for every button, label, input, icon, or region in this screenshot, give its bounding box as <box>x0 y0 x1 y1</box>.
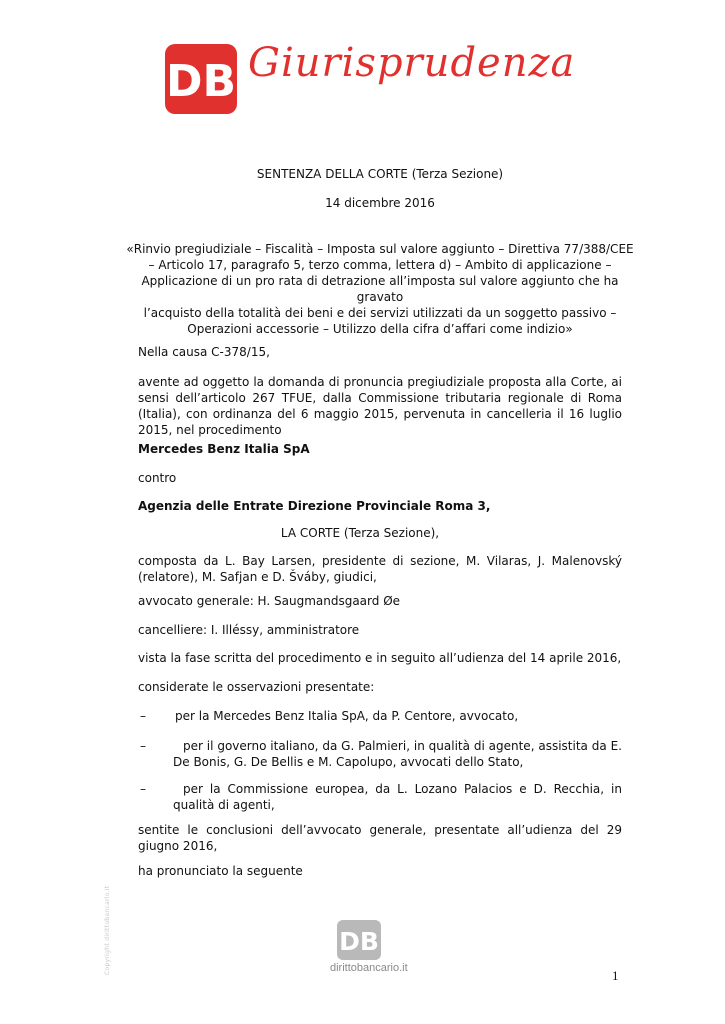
list-dash: – <box>140 782 146 796</box>
conclusions-paragraph: sentite le conclusioni dell’avvocato generale, presentate all’udienza del 29 giugno 2016, <box>138 823 622 853</box>
pronounced-line: ha pronunciato la seguente <box>138 864 303 878</box>
list-item <box>173 781 622 813</box>
keywords-line: Applicazione di un pro rata di detrazione all’imposta sul valore aggiunto che ha gravato <box>141 274 619 304</box>
keywords-line: «Rinvio pregiudiziale – Fiscalità – Imposta sul valore aggiunto – Direttiva 77/388/CEE <box>126 242 634 256</box>
list-dash: – <box>140 709 146 723</box>
registrar: cancelliere: I. Illéssy, amministratore <box>138 623 360 637</box>
procedure-paragraph: vista la fase scritta del procedimento e in seguito all’udienza del 14 aprile 2016, <box>138 651 622 665</box>
observation-text: per il governo italiano, da G. Palmieri, in qualità di agente, assistita da E. De Bonis, G. De Bellis e M. Capolupo, avvocati dello Stato, <box>173 739 622 769</box>
footer-site-name: dirittobancario.it <box>330 962 408 974</box>
page-number: 1 <box>612 968 619 983</box>
advocate-general: avvocato generale: H. Saugmandsgaard Øe <box>138 594 401 608</box>
list-item <box>173 708 622 724</box>
db-logo-icon <box>165 44 237 114</box>
copyright-watermark: Copyright dirittobancario.it <box>104 885 111 975</box>
svg-text:DB: DB <box>165 56 237 107</box>
list-dash: – <box>140 739 146 753</box>
observations-intro: considerate le osservazioni presentate: <box>138 680 375 694</box>
versus-label: contro <box>138 471 177 485</box>
applicant-name: Mercedes Benz Italia SpA <box>138 442 310 456</box>
observation-text: per la Mercedes Benz Italia SpA, da P. Centore, avvocato, <box>175 709 519 723</box>
defendant-name: Agenzia delle Entrate Direzione Provinciale Roma 3, <box>138 499 491 513</box>
case-number: Nella causa C-378/15, <box>138 345 270 359</box>
composition-paragraph: composta da L. Bay Larsen, presidente di sezione, M. Vilaras, J. Malenovský (relatore), M. Safjan e D. Šváby, giudici, <box>138 554 622 584</box>
db-footer-logo-icon <box>337 920 381 960</box>
svg-text:DB: DB <box>339 927 379 956</box>
court-heading: LA CORTE (Terza Sezione), <box>280 526 440 540</box>
keywords-line: l’acquisto della totalità dei beni e dei servizi utilizzati da un soggetto passivo – <box>143 306 617 320</box>
brand-wordmark: Giurisprudenza <box>248 40 576 86</box>
observation-text: per la Commissione europea, da L. Lozano Palacios e D. Recchia, in qualità di agenti, <box>173 782 622 812</box>
keywords-block <box>120 241 640 337</box>
keywords-line: – Articolo 17, paragrafo 5, terzo comma, lettera d) – Ambito di applicazione – <box>148 258 612 272</box>
keywords-line: Operazioni accessorie – Utilizzo della cifra d’affari come indizio» <box>187 322 573 336</box>
judgment-date: 14 dicembre 2016 <box>325 196 435 210</box>
subject-paragraph: avente ad oggetto la domanda di pronuncia pregiudiziale proposta alla Corte, ai sensi dell’articolo 267 TFUE, dalla Commissione tributaria regionale di Roma (Italia), con ordinanza del 6 maggio 2015, pervenuta in cancelleria il 16 luglio 2015, nel procedimento <box>138 375 622 437</box>
list-item <box>173 738 622 770</box>
judgment-heading: SENTENZA DELLA CORTE (Terza Sezione) <box>256 167 504 181</box>
